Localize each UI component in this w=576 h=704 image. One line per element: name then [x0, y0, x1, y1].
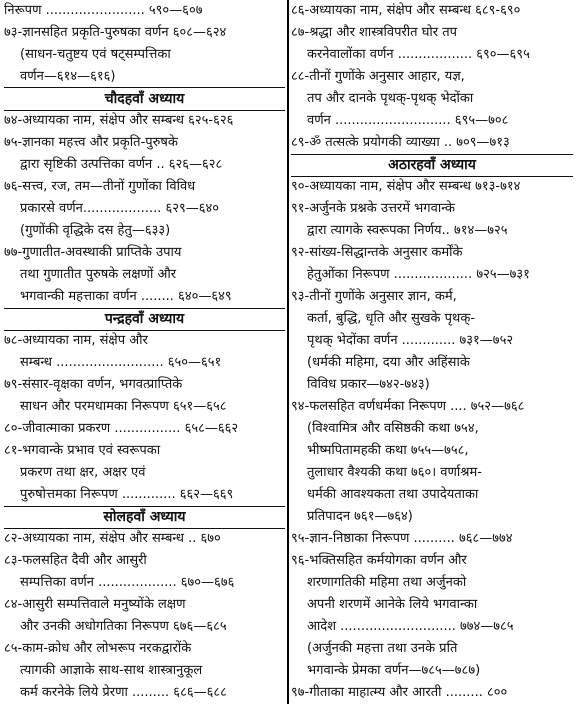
- toc-entry-89: ८९-ॐ तत्सत्के प्रयोगकी व्याख्या .. ७०९—७१३: [291, 135, 510, 150]
- toc-note: तुलाधार वैश्यकी कथा ७६०। वर्णाश्रम-: [307, 465, 482, 480]
- toc-entry-96: ९६-भक्तिसहित कर्मयोगका वर्णन और: [291, 553, 467, 568]
- toc-line: द्वारा त्यागके स्वरूपका निर्णय.. ७१४—७२५: [307, 223, 508, 238]
- toc-line: प्रकारसे वर्णन................... ६२९—६४०: [20, 201, 220, 216]
- toc-entry-91: ९१-अर्जुनके प्रश्नके उत्तरमें भगवान्के: [291, 201, 456, 216]
- toc-line: साधन और परमधामका निरूपण ६५१—६५८: [20, 399, 227, 414]
- toc-entry-73: ७३-ज्ञानसहित प्रकृति-पुरुषका वर्णन ६०८—६२४: [4, 25, 227, 40]
- toc-note: (गुणोंकी वृद्धिके दस हेतु—६३३): [20, 223, 171, 238]
- toc-line: सम्बन्ध .......................... ६५०—६५१: [20, 355, 222, 370]
- right-column: [291, 0, 573, 704]
- left-column: [4, 0, 285, 704]
- toc-entry-84: ८४-आसुरी सम्पत्तिवाले मनुष्योंके लक्षण: [4, 597, 186, 612]
- toc-entry-97: ९७-गीताका माहात्म्य और आरती ......... ८००: [291, 685, 508, 700]
- chapter-heading-16: सोलहवाँ अध्याय: [103, 509, 186, 525]
- toc-note: (धर्मकी महिमा, दया और अहिंसाके: [307, 355, 470, 370]
- toc-entry-85: ८५-काम-क्रोध और लोभरूप नरकद्वारोंके: [4, 641, 192, 656]
- toc-line: तप और दानके पृथक्-पृथक् भेदोंका: [307, 91, 474, 106]
- chapter-heading-14: चौदहवाँ अध्याय: [104, 91, 185, 107]
- toc-note: (विश्वामित्र और वसिष्ठकी कथा ७५४,: [307, 421, 479, 436]
- toc-entry-74: ७४-अध्यायका नाम, संक्षेप और सम्बन्ध ६२५-६२६: [4, 113, 234, 128]
- toc-entry-83: ८३-फलसहित दैवी और आसुरी: [4, 553, 147, 568]
- toc-entry-94: ९४-फलसहित वर्णधर्मका निरूपण .... ७५२—७६८: [291, 399, 525, 414]
- toc-line: पुरुषोत्तमका निरूपण ............. ६६२—६६९: [20, 487, 234, 502]
- toc-line: और उनकी अधोगतिका निरूपण ६७६—६८५: [20, 619, 227, 634]
- toc-entry-79: ७९-संसार-वृक्षका वर्णन, भगवत्प्राप्तिके: [4, 377, 183, 392]
- toc-entry-75: ७५-ज्ञानका महत्त्व और प्रकृति-पुरुषके: [4, 135, 178, 150]
- toc-line: प्रकरण तथा क्षर, अक्षर एवं: [20, 465, 146, 480]
- toc-entry-86: ८६-अध्यायका नाम, संक्षेप और सम्बन्ध ६८९-६९०: [291, 3, 521, 18]
- toc-line: हेतुओंका निरूपण ................... ७२५—७३१: [307, 267, 530, 282]
- toc-entry-90: ९०-अध्यायका नाम, संक्षेप और सम्बन्ध ७१३-७१४: [291, 179, 521, 194]
- chapter-heading-15: पन्द्रहवाँ अध्याय: [104, 311, 185, 327]
- toc-entry-92: ९२-सांख्य-सिद्धान्तके अनुसार कर्मोंके: [291, 245, 463, 260]
- chapter-heading-18: अठारहवाँ अध्याय: [388, 157, 476, 173]
- toc-entry-95: ९५-ज्ञान-निष्ठाका निरूपण .......... ७६८—७७४: [291, 531, 513, 546]
- toc-entry-80: ८०-जीवात्माका प्रकरण ................ ६५८—६६२: [4, 421, 239, 436]
- toc-line: अपनी शरणमें आनेके लिये भगवान्का: [307, 597, 478, 612]
- toc-entry-76: ७६-सत्त्व, रज, तम—तीनों गुणोंका विविध: [4, 179, 196, 194]
- toc-note: (अर्जुनकी महत्ता तथा उनके प्रति: [307, 641, 458, 656]
- toc-note: भगवान्के प्रेमका वर्णन—७८५—७८७): [307, 663, 481, 678]
- toc-line: पृथक् भेदोंका वर्णन ............. ७३१—७५२: [307, 333, 514, 348]
- toc-note: धर्मकी आवश्यकता तथा उपादेयताका: [307, 487, 479, 502]
- toc-entry-93: ९३-तीनों गुणोंके अनुसार ज्ञान, कर्म,: [291, 289, 457, 304]
- toc-line: कर्म करनेके लिये प्रेरणा ......... ६८६—६८८: [20, 685, 227, 700]
- toc-entry-77: ७७-गुणातीत-अवस्थाकी प्राप्तिके उपाय: [4, 245, 182, 260]
- toc-line: कर्ता, बुद्धि, धृति और सुखके पृथक्-: [307, 311, 476, 326]
- toc-line: आदेश ............................ ७७४—७८५: [307, 619, 514, 634]
- toc-entry-88: ८८-तीनों गुणोंके अनुसार आहार, यज्ञ,: [291, 69, 465, 84]
- toc-entry-82: ८२-अध्यायका नाम, संक्षेप और सम्बन्ध .. ६७०: [4, 531, 221, 546]
- toc-line: सम्पत्तिका वर्णन ................... ६७०—६७६: [20, 575, 235, 590]
- toc-entry-78: ७८-अध्यायका नाम, संक्षेप और: [4, 333, 148, 348]
- toc-line: करनेवालोंका वर्णन .................. ६९०—६९५: [307, 47, 530, 62]
- toc-line: द्वारा सृष्टिकी उत्पत्तिका वर्णन .. ६२६—६२८: [20, 157, 223, 172]
- toc-note: प्रतिपादन ७६१—७६४): [307, 509, 413, 524]
- toc-line: निरूपण ........................ ५९०—६०७: [4, 3, 203, 18]
- toc-note: भीष्मपितामहकी कथा ७५५—७५८,: [307, 443, 469, 458]
- toc-note: वर्णन—६१४—६१६): [20, 69, 116, 84]
- toc-note: विविध प्रकार—७४२-७४३): [307, 377, 430, 392]
- toc-line: वर्णन ............................ ६९५—७०८: [307, 113, 509, 128]
- toc-note: (साधन-चतुष्टय एवं षट्सम्पत्तिका: [20, 47, 171, 62]
- toc-line: शरणागतिकी महिमा तथा अर्जुनको: [307, 575, 467, 590]
- toc-line: भगवान्की महत्ताका वर्णन ........ ६४०—६४९: [20, 289, 232, 304]
- toc-line: त्यागकी आज्ञाके साथ-साथ शास्त्रानुकूल: [20, 663, 203, 678]
- column-divider: [287, 0, 289, 704]
- toc-entry-87: ८७-श्रद्धा और शास्त्रविपरीत घोर तप: [291, 25, 457, 40]
- toc-line: तथा गुणातीत पुरुषके लक्षणों और: [20, 267, 177, 282]
- toc-entry-81: ८१-भगवान्के प्रभाव एवं स्वरूपका: [4, 443, 161, 458]
